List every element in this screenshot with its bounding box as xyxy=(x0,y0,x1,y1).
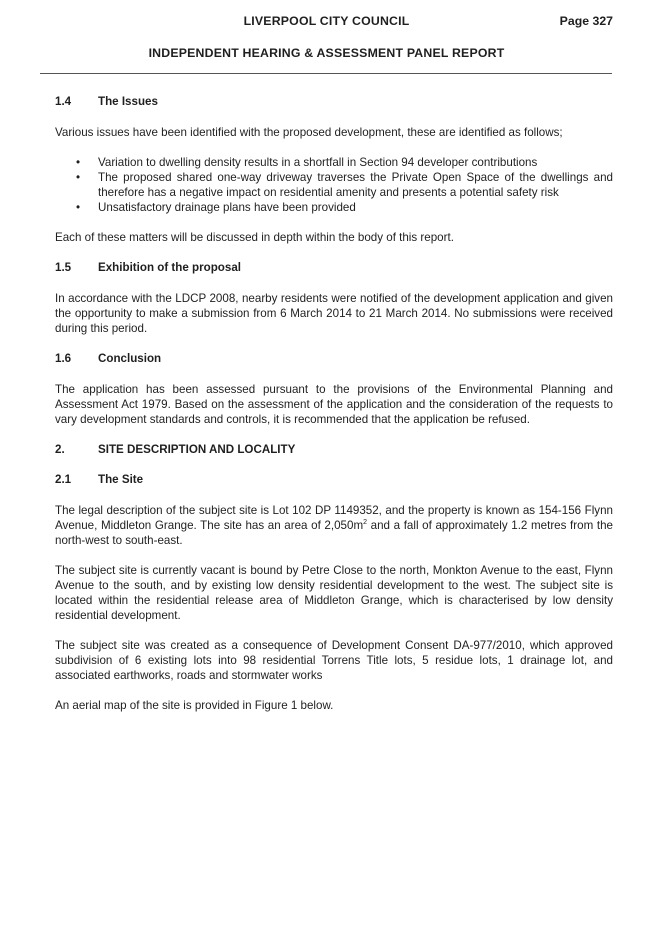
site-creation-paragraph: The subject site was created as a consequence of Development Consent DA-977/2010, which approved subdivision of 6 existing lots into 98 residential Torrens Title lots, 5 residue lots, 1 drainage lot, and associated earthworks, roads and stormwater works xyxy=(55,639,613,682)
section-number: 1.4 xyxy=(55,95,72,108)
legal-description-paragraph: The legal description of the subject site is Lot 102 DP 1149352, and the property is known as 154-156 Flynn Avenue, Middleton Grange. The site has an area of $2,050m^2$ and a fall of approximately 1.2 metres from the north-west to south-east. xyxy=(55,504,613,547)
list-item: • Variation to dwelling density results in a shortfall in Section 94 developer contributions xyxy=(76,156,538,169)
section-1-6-heading xyxy=(55,351,613,366)
bullet-icon: • xyxy=(76,171,81,184)
section-title: Exhibition of the proposal xyxy=(98,261,241,274)
bullet-icon: • xyxy=(76,201,81,214)
conclusion-paragraph: The application has been assessed pursuant to the provisions of the Environmental Planning and Assessment Act 1979. Based on the assessment of the application and the consideration of the requests to vary development standards and controls, it is recommended that the application be refused. xyxy=(55,383,613,426)
issues-list xyxy=(55,155,613,215)
section-1-4-heading xyxy=(55,94,613,109)
section-title: The Issues xyxy=(98,95,158,108)
section-number: 1.6 xyxy=(55,352,72,365)
issues-intro: Various issues have been identified with the proposed development, these are identified as follows; xyxy=(55,126,563,139)
report-body xyxy=(55,94,613,713)
organization-name: LIVERPOOL CITY COUNCIL xyxy=(243,14,410,28)
section-2-1-heading xyxy=(55,472,613,487)
site-boundaries-paragraph: The subject site is currently vacant is bound by Petre Close to the north, Monkton Avenue to the east, Flynn Avenue to the south, and by existing low density residential development to the west. The subject site is located within the residential release area of Middleton Grange, which is characterised by low density residential development. xyxy=(55,564,613,622)
bullet-icon: • xyxy=(76,156,81,169)
section-title: SITE DESCRIPTION AND LOCALITY xyxy=(98,443,296,456)
section-title: Conclusion xyxy=(98,352,162,365)
section-number: 2. xyxy=(55,443,65,456)
section-number: 2.1 xyxy=(55,473,72,486)
exhibition-paragraph: In accordance with the LDCP 2008, nearby residents were notified of the development application and given the opportunity to make a submission from 6 March 2014 to 21 March 2014. No submissions were received during this period. xyxy=(55,292,613,335)
section-1-5-heading xyxy=(55,260,613,275)
list-item: • Unsatisfactory drainage plans have been provided xyxy=(76,201,356,214)
list-item: • The proposed shared one-way driveway traverses the Private Open Space of the dwellings and therefore has a negative impact on residential amenity and presents a potential safety risk xyxy=(76,171,613,199)
section-title: The Site xyxy=(98,473,144,486)
issues-closing: Each of these matters will be discussed in depth within the body of this report. xyxy=(55,231,454,244)
page-number: Page 327 xyxy=(559,14,613,28)
aerial-map-note: An aerial map of the site is provided in Figure 1 below. xyxy=(55,699,334,712)
section-number: 1.5 xyxy=(55,261,72,274)
section-2-heading xyxy=(55,442,613,457)
header-divider xyxy=(40,73,612,74)
report-title: INDEPENDENT HEARING & ASSESSMENT PANEL REPORT xyxy=(148,46,505,60)
